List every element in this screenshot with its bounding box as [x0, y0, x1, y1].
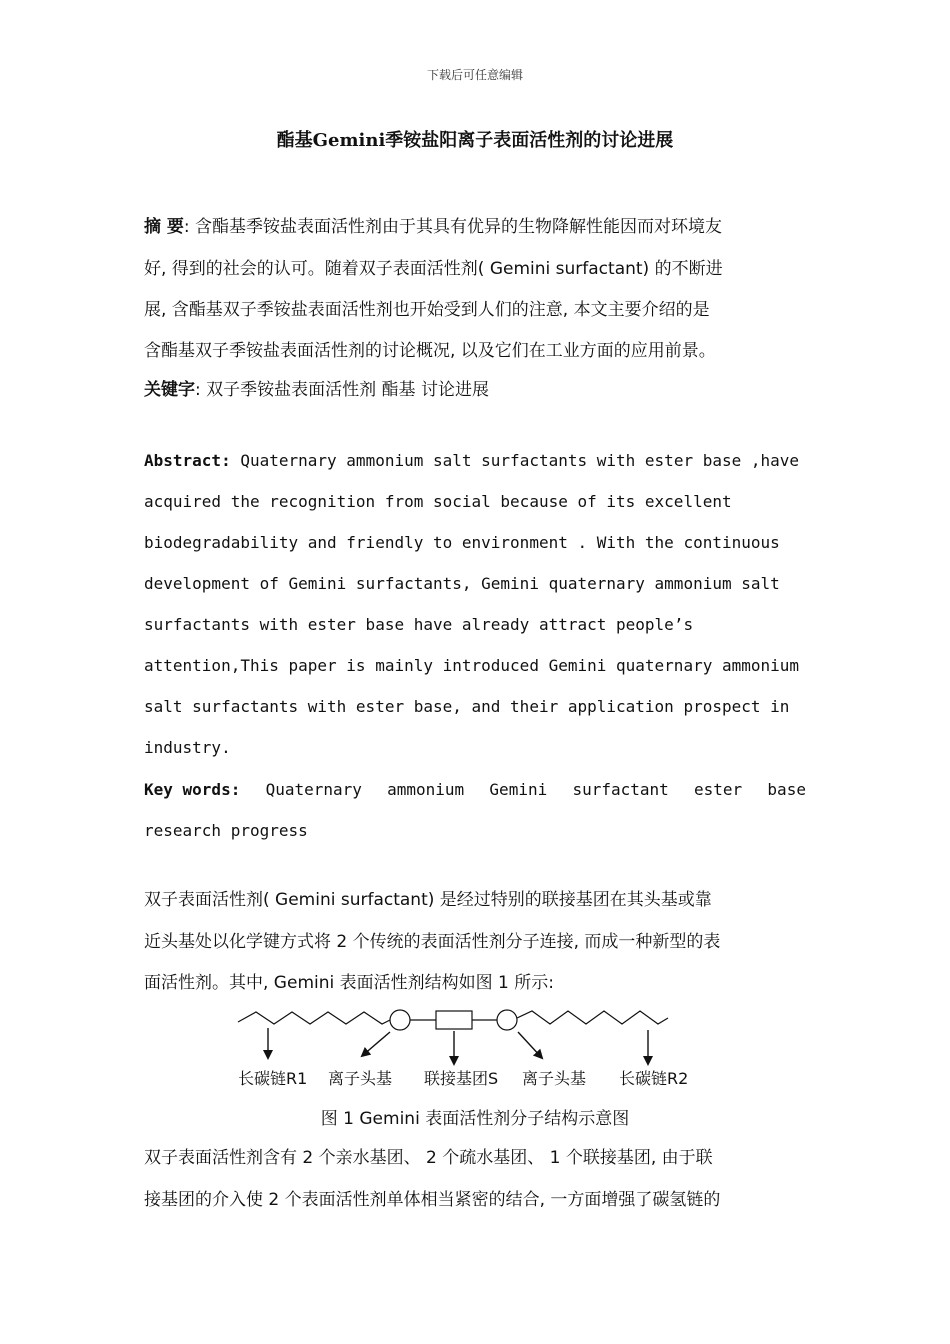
abstract-en-line-5: surfactants with ester base have already attract people’s: [144, 615, 694, 634]
ionic-head-2: [497, 1010, 517, 1030]
body-para2-line-2: 接基团的介入使 2 个表面活性剂单体相当紧密的结合, 一方面增强了碳氢链的: [144, 1190, 721, 1210]
abstract-en-line-8: industry.: [144, 738, 231, 757]
label-chain-r2: 长碳链R2: [619, 1069, 689, 1088]
abstract-cn-line-4: 含酯基双子季铵盐表面活性剂的讨论概况, 以及它们在工业方面的应用前景。: [144, 341, 716, 361]
keywords-en: [144, 780, 806, 799]
keyword-item: ammonium: [387, 780, 465, 799]
abstract-en-text: Quaternary ammonium salt surfactants with ester base ,have: [230, 451, 800, 470]
page-header-note: 下载后可任意编辑: [426, 68, 523, 82]
keywords-cn: [144, 375, 489, 400]
keywords-cn-text: : 双子季铵盐表面活性剂 酯基 讨论进展: [195, 380, 489, 400]
body-para1-line-2: 近头基处以化学键方式将 2 个传统的表面活性剂分子连接, 而成一种新型的表: [144, 932, 721, 952]
label-head-1: 离子头基: [328, 1069, 393, 1088]
abstract-en-line-2: acquired the recognition from social because of its excellent: [144, 492, 732, 511]
body-para1-line-1: 双子表面活性剂( Gemini surfactant) 是经过特别的联接基团在其头基或靠: [144, 890, 712, 910]
abstract-cn-line-3: 展, 含酯基双子季铵盐表面活性剂也开始受到人们的注意, 本文主要介绍的是: [144, 300, 710, 320]
keywords-cn-label: 关键字: [144, 380, 195, 400]
abstract-cn-text: : 含酯基季铵盐表面活性剂由于其具有优异的生物降解性能因而对环境友: [183, 217, 723, 237]
carbon-chain-r2: [517, 1011, 668, 1024]
keyword-item: Gemini: [489, 780, 548, 799]
keywords-en-line-2: research progress: [144, 821, 308, 840]
keyword-item: base: [767, 780, 806, 799]
label-head-2: 离子头基: [522, 1069, 587, 1088]
abstract-en-line-7: salt surfactants with ester base, and their application prospect in: [144, 697, 790, 716]
keyword-item: Quaternary: [265, 780, 362, 799]
body-para2-line-1: 双子表面活性剂含有 2 个亲水基团、 2 个疏水基团、 1 个联接基团, 由于联: [144, 1148, 713, 1168]
abstract-en-line-6: attention,This paper is mainly introduced Gemini quaternary ammonium: [144, 656, 800, 675]
arrow-head-1: [362, 1032, 390, 1056]
ionic-head-1: [390, 1010, 410, 1030]
keywords-en-label: Key words:: [144, 780, 241, 799]
abstract-en-line-4: development of Gemini surfactants, Gemini quaternary ammonium salt: [144, 574, 780, 593]
spacer-group: [436, 1011, 472, 1029]
abstract-cn-line-2: 好, 得到的社会的认可。随着双子表面活性剂( Gemini surfactant) 的不断进: [144, 259, 723, 279]
figure-caption: 图 1 Gemini 表面活性剂分子结构示意图: [320, 1109, 630, 1129]
abstract-en-label: Abstract:: [144, 451, 231, 470]
label-chain-r1: 长碳链R1: [238, 1069, 308, 1088]
body-para1-line-3: 面活性剂。其中, Gemini 表面活性剂结构如图 1 所示:: [144, 973, 554, 993]
keyword-item: surfactant: [572, 780, 669, 799]
gemini-structure-diagram: [230, 1000, 689, 1095]
abstract-cn-line-1: [144, 212, 722, 237]
arrow-head-2: [518, 1032, 542, 1058]
label-spacer: 联接基团S: [424, 1069, 499, 1088]
keyword-item: ester: [694, 780, 743, 799]
abstract-en-line-1: [144, 451, 799, 470]
carbon-chain-r1: [238, 1012, 390, 1024]
abstract-en-line-3: biodegradability and friendly to environment . With the continuous: [144, 533, 780, 552]
abstract-cn-label: 摘 要: [144, 217, 184, 237]
document-title: 酯基Gemini季铵盐阳离子表面活性剂的讨论进展: [276, 130, 674, 151]
